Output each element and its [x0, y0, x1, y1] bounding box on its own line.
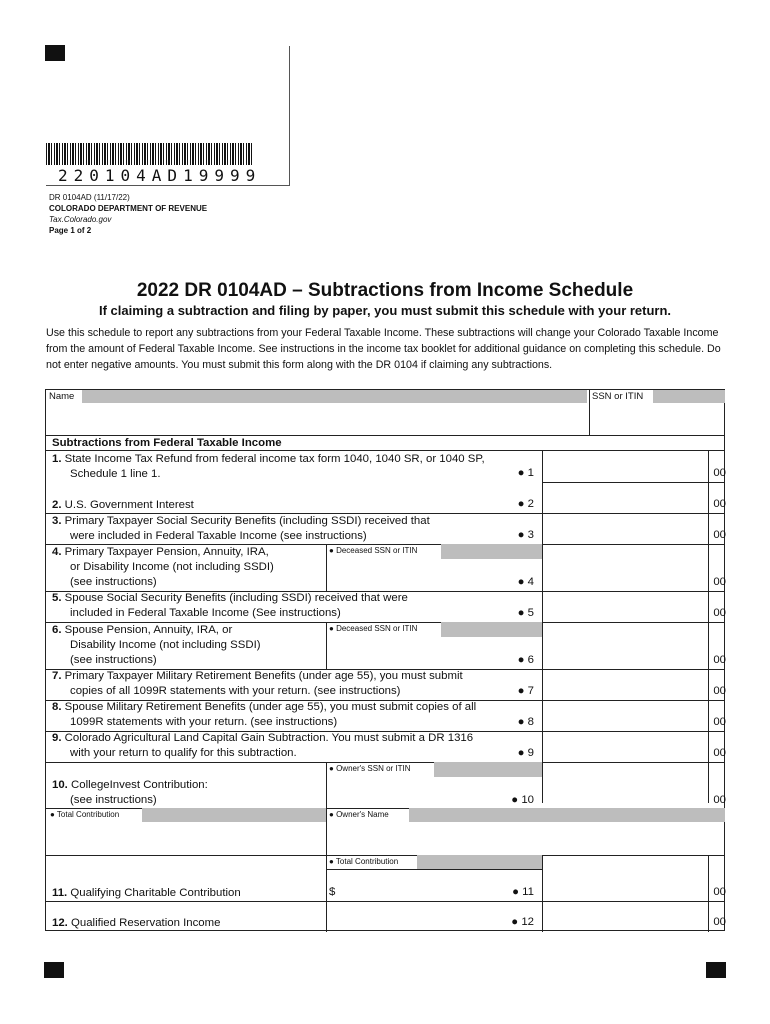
form-id: DR 0104AD (11/17/22)	[49, 193, 130, 202]
line-10-owner-ssn-label: ● Owner's SSN or ITIN	[329, 764, 411, 773]
line-1-text-1: 1. State Income Tax Refund from federal income tax form 1040, 1040 SR, or 1040 SP,	[52, 453, 485, 465]
page-subtitle: If claiming a subtraction and filing by paper, you must submit this schedule with your return.	[98, 303, 672, 318]
ssn-input[interactable]	[590, 403, 725, 435]
department: COLORADO DEPARTMENT OF REVENUE	[49, 204, 208, 213]
line-7-text-2: copies of all 1099R statements with your return. (see instructions)	[70, 685, 401, 697]
line-5-text-1: 5. Spouse Social Security Benefits (including SSDI) received that were	[52, 592, 408, 604]
line-3-marker: ● 3	[517, 529, 534, 541]
line-1-marker: ● 1	[517, 467, 534, 479]
line-9-marker: ● 9	[517, 747, 534, 759]
line-11-amount[interactable]	[542, 856, 708, 901]
line-7-marker: ● 7	[517, 685, 534, 697]
line-10-text-1: 10. CollegeInvest Contribution:	[52, 779, 208, 791]
line-11-cents: 00	[713, 886, 726, 898]
page-number: Page 1 of 2	[49, 226, 92, 235]
line-4-cents: 00	[713, 576, 726, 588]
line-9-text-2: with your return to qualify for this subtraction.	[70, 747, 297, 759]
line-7-amount[interactable]	[542, 670, 708, 700]
line-2-text: 2. U.S. Government Interest	[52, 499, 194, 511]
line-2-marker: ● 2	[517, 498, 534, 510]
line-10-owner-name-label: ● Owner's Name	[329, 810, 389, 819]
line-8-amount[interactable]	[542, 701, 708, 731]
line-7-cents: 00	[713, 685, 726, 697]
line-10-owner-name-input[interactable]	[327, 822, 725, 855]
line-4-text-2: or Disability Income (not including SSDI)	[70, 561, 274, 573]
line-4-marker: ● 4	[517, 576, 534, 588]
line-2-amount[interactable]	[542, 483, 708, 513]
line-8-text-2: 1099R statements with your return. (see instructions)	[70, 716, 338, 728]
name-input[interactable]	[46, 403, 589, 435]
line-3-cents: 00	[713, 529, 726, 541]
line-6-amount[interactable]	[542, 623, 708, 669]
line-4-text-1: 4. Primary Taxpayer Pension, Annuity, IRA,	[52, 546, 269, 558]
line-10-cents: 00	[713, 794, 726, 806]
line-6-text-3: (see instructions)	[70, 654, 157, 666]
line-6-deceased-label: ● Deceased SSN or ITIN	[329, 624, 418, 633]
line-8-text-1: 8. Spouse Military Retirement Benefits (under age 55), you must submit copies of all	[52, 701, 477, 713]
line-1-text-2: Schedule 1 line 1.	[70, 468, 161, 480]
line-5-marker: ● 5	[517, 607, 534, 619]
line-11-dollar-sign: $	[329, 886, 336, 898]
line-4-text-3: (see instructions)	[70, 576, 157, 588]
line-11-total-contribution-label: ● Total Contribution	[329, 857, 399, 866]
line-1-amount[interactable]	[542, 451, 708, 482]
line-6-marker: ● 6	[517, 654, 534, 666]
line-5-amount[interactable]	[542, 592, 708, 622]
barcode-number: 220104AD19999	[58, 166, 262, 185]
line-5-text-2: included in Federal Taxable Income (See instructions)	[70, 607, 341, 619]
line-3-amount[interactable]	[542, 514, 708, 544]
line-9-amount[interactable]	[542, 732, 708, 762]
line-5-cents: 00	[713, 607, 726, 619]
registration-mark-top-left	[45, 45, 65, 61]
line-12-marker: ● 12	[511, 916, 534, 928]
page-title: 2022 DR 0104AD – Subtractions from Income Schedule	[136, 280, 634, 301]
line-9-text-1: 9. Colorado Agricultural Land Capital Gain Subtraction. You must submit a DR 1316	[52, 732, 474, 744]
line-10-marker: ● 10	[511, 794, 534, 806]
corner-line-horizontal	[46, 185, 290, 186]
line-12-text: 12. Qualified Reservation Income	[52, 917, 221, 929]
line-8-cents: 00	[713, 716, 726, 728]
line-4-amount[interactable]	[542, 545, 708, 591]
line-4-deceased-label: ● Deceased SSN or ITIN	[329, 546, 418, 555]
ssn-label: SSN or ITIN	[592, 391, 644, 402]
line-3-text-2: were included in Federal Taxable Income (see instructions)	[70, 530, 367, 542]
corner-line-vertical	[289, 46, 290, 186]
registration-mark-bottom-right	[706, 962, 726, 978]
line-10-text-2: (see instructions)	[70, 794, 157, 806]
name-label: Name	[49, 391, 75, 402]
line-3-text-1: 3. Primary Taxpayer Social Security Benefits (including SSDI) received that	[52, 515, 430, 527]
line-10-total-contribution-label: ● Total Contribution	[50, 810, 120, 819]
barcode	[46, 143, 252, 165]
registration-mark-bottom-left	[44, 962, 64, 978]
line-12-cents: 00	[713, 916, 726, 928]
subtractions-form	[45, 389, 725, 931]
line-7-text-1: 7. Primary Taxpayer Military Retirement Benefits (under age 55), you must submit	[52, 670, 463, 682]
line-6-cents: 00	[713, 654, 726, 666]
section-title: Subtractions from Federal Taxable Income	[52, 437, 282, 449]
intro-text: Use this schedule to report any subtractions from your Federal Taxable Income. These subtractions will change your Colorado Taxable Income from the amount of Federal Taxable Income. See instructions in the income tax booklet for additional guidance on completing this schedule. Do not enter negative amounts. You must submit this form along with the DR 0104 if claiming any subtractions.	[46, 327, 721, 371]
website: Tax.Colorado.gov	[49, 215, 112, 224]
line-8-marker: ● 8	[517, 716, 534, 728]
line-6-text-1: 6. Spouse Pension, Annuity, IRA, or	[52, 624, 233, 636]
line-12-amount[interactable]	[542, 902, 708, 931]
line-9-cents: 00	[713, 747, 726, 759]
line-2-cents: 00	[713, 498, 726, 510]
line-1-cents: 00	[713, 467, 726, 479]
line-6-text-2: Disability Income (not including SSDI)	[70, 639, 261, 651]
line-10-amount[interactable]	[542, 763, 708, 803]
line-10-total-contribution-input[interactable]	[46, 822, 326, 855]
line-11-marker: ● 11	[512, 886, 534, 898]
line-11-text: 11. Qualifying Charitable Contribution	[52, 887, 241, 899]
